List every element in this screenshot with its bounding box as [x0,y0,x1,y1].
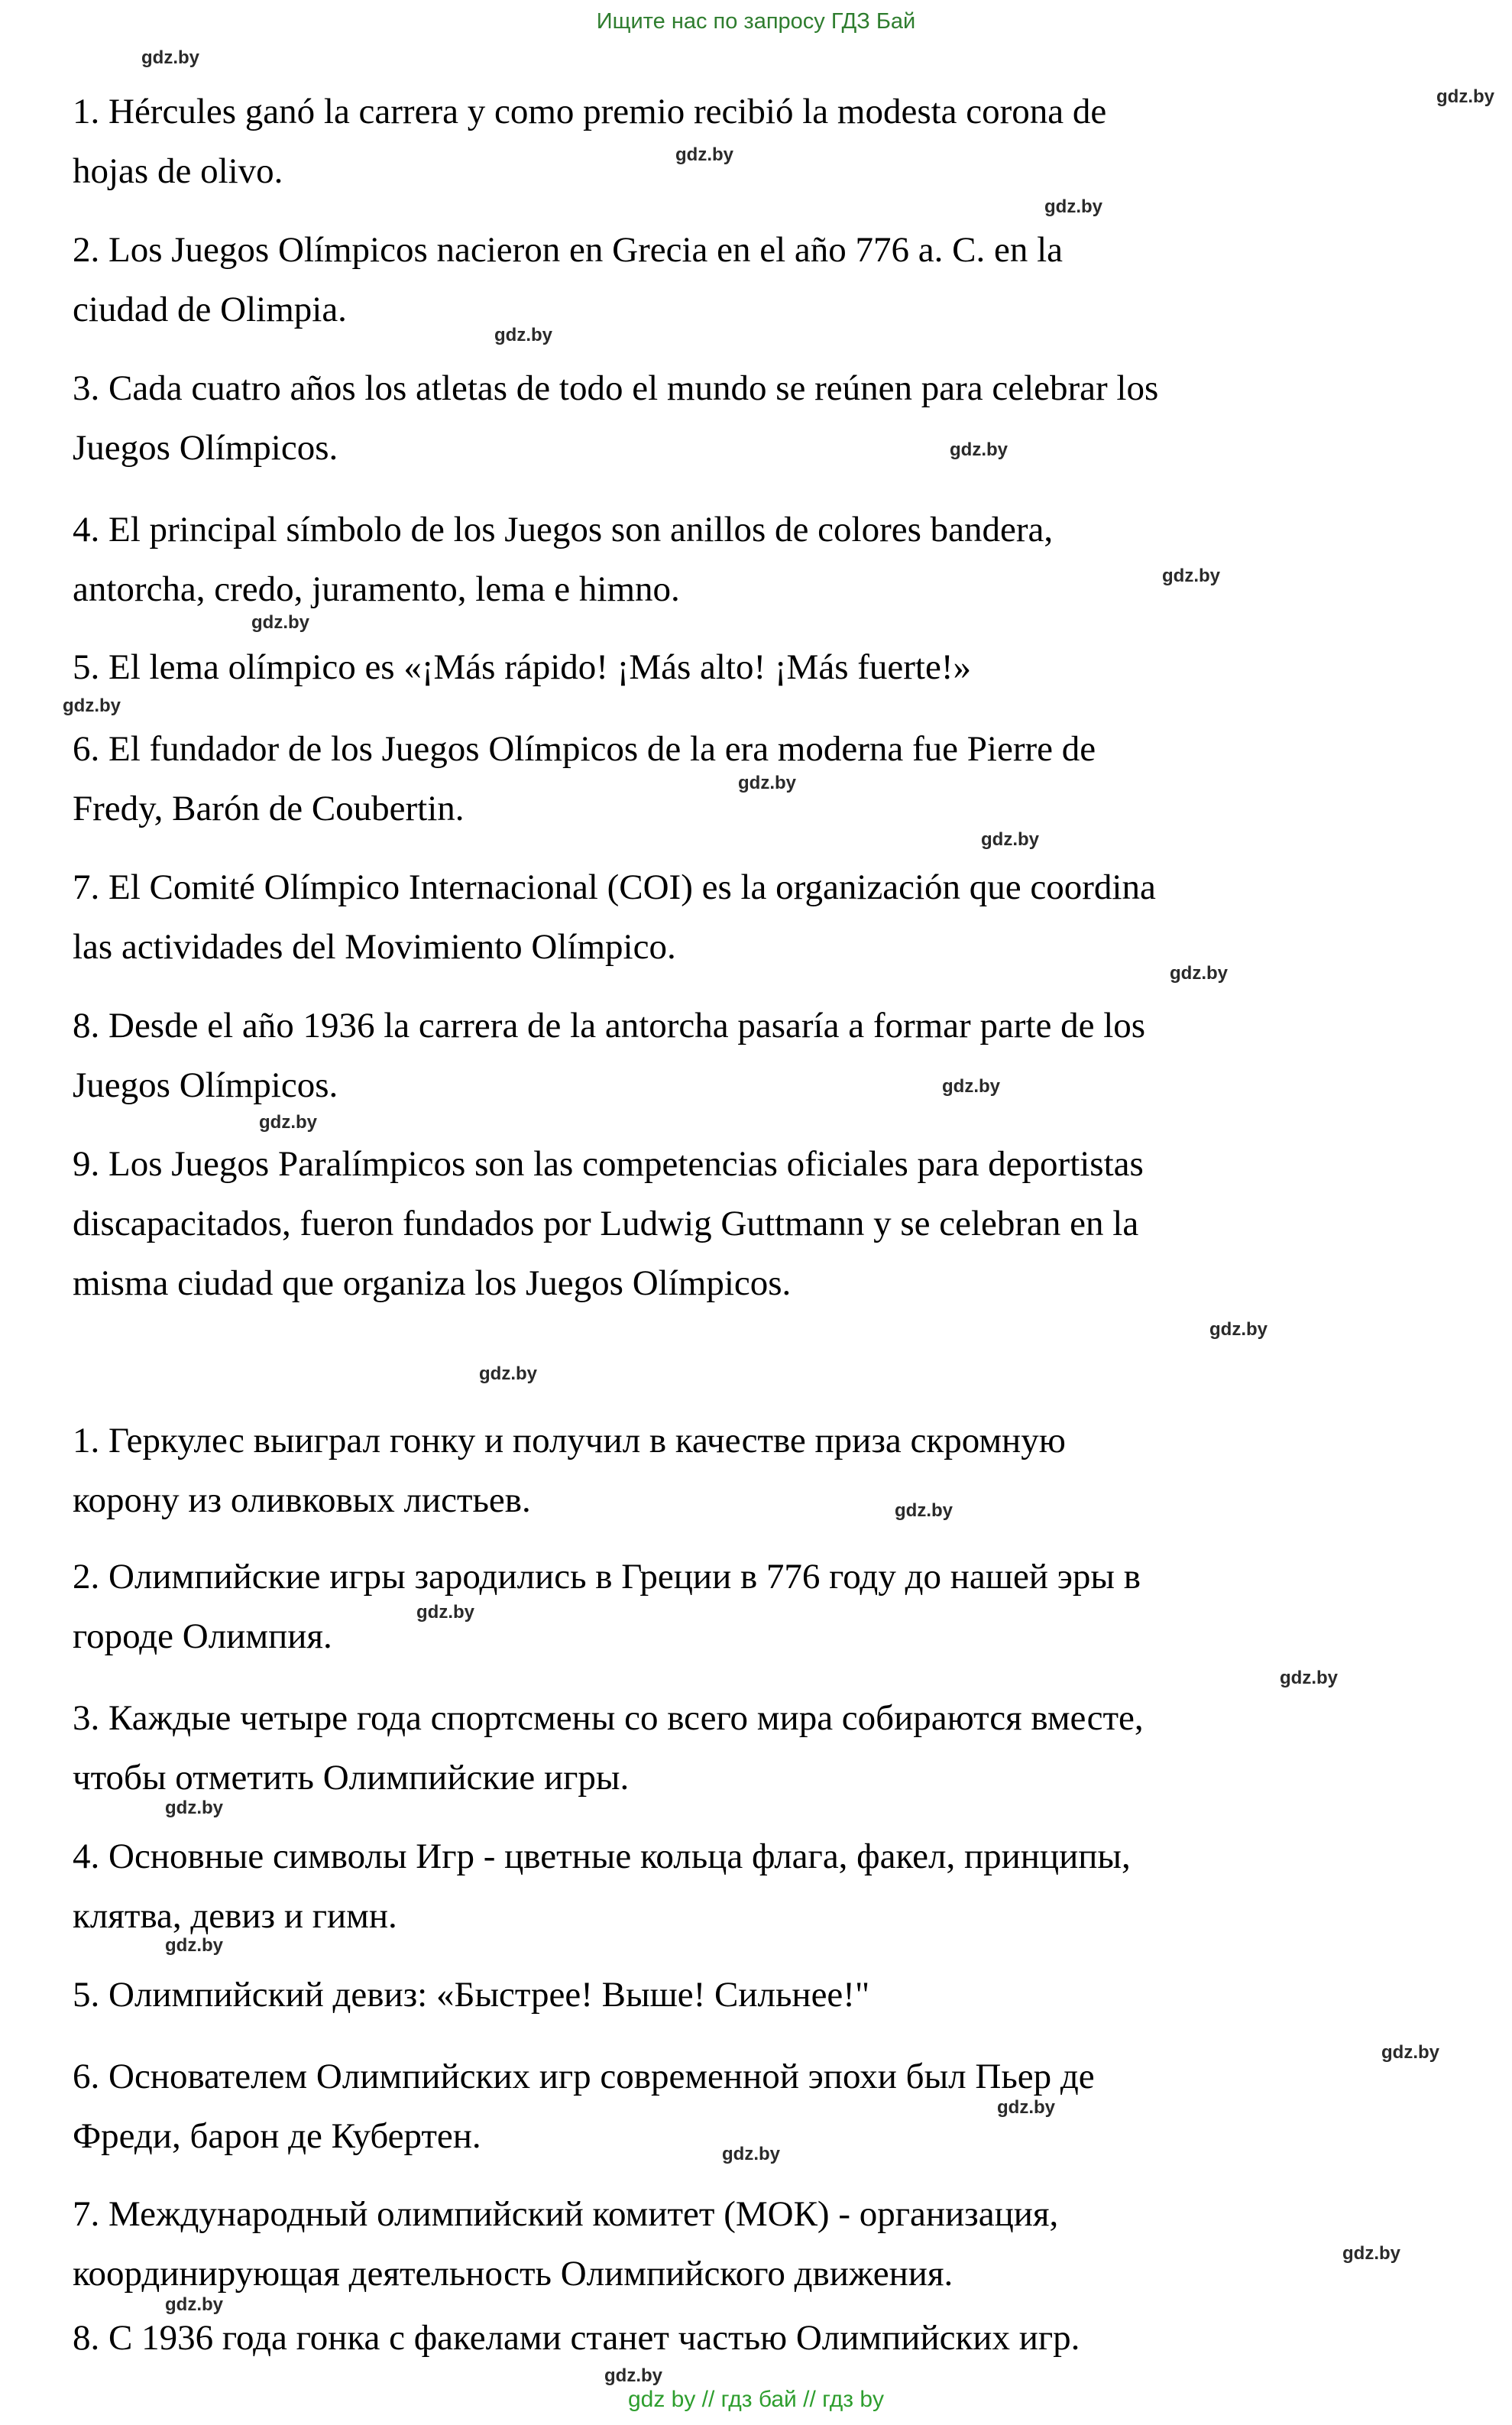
answer-line: hojas de olivo. [73,151,283,191]
answer-line: 6. El fundador de los Juegos Olímpicos de la era moderna fue Pierre de [73,729,1096,769]
answer-line: discapacitados, fueron fundados por Ludwig Guttmann y se celebran en la [73,1204,1139,1243]
gdzby-watermark: gdz.by [738,773,796,793]
russian-answer-2 [73,1547,1471,1666]
spanish-answer-7 [73,858,1471,977]
gdzby-watermark: gdz.by [165,1798,223,1818]
footer-links: gdz by // гдз бай // гдз by [627,2387,885,2412]
answer-line: координирующая деятельность Олимпийского движения. [73,2254,953,2294]
answer-line: 3. Каждые четыре года спортсмены со всего мира собираются вместе, [73,1698,1144,1738]
answer-line: Juegos Olímpicos. [73,428,338,468]
answer-line: Juegos Olímpicos. [73,1065,338,1105]
answer-line: 2. Олимпийские игры зародились в Греции в 776 году до нашей эры в [73,1557,1141,1597]
answer-line: 5. El lema olímpico es «¡Más rápido! ¡Más alto! ¡Más fuerte!» [73,647,971,687]
gdzby-watermark: gdz.by [604,2365,662,2386]
answer-line: ciudad de Olimpia. [73,290,347,329]
answer-line: 9. Los Juegos Paralímpicos son las competencias oficiales para deportistas [73,1144,1144,1184]
answer-line: 3. Cada cuatro años los atletas de todo el mundo se reúnen para celebrar los [73,368,1159,408]
spanish-answer-4 [73,500,1471,619]
russian-answer-8 [73,2308,1471,2368]
gdzby-watermark: gdz.by [1044,196,1102,217]
gdzby-watermark: gdz.by [251,612,309,633]
russian-answer-4 [73,1827,1471,1946]
russian-answer-3 [73,1688,1471,1807]
answer-line: 1. Hércules ganó la carrera y como premio recibió la modesta corona de [73,92,1107,131]
gdzby-watermark: gdz.by [494,325,552,345]
gdzby-watermark: gdz.by [1162,566,1220,586]
answer-line: 7. El Comité Olímpico Internacional (COI) es la organización que coordina [73,867,1156,907]
gdzby-watermark: gdz.by [997,2097,1055,2118]
gdzby-watermark: gdz.by [1436,86,1494,107]
answer-line: клятва, девиз и гимн. [73,1896,397,1936]
gdzby-watermark: gdz.by [981,829,1039,850]
gdzby-watermark: gdz.by [1209,1319,1268,1340]
gdzby-watermark: gdz.by [1342,2243,1400,2264]
gdzby-watermark: gdz.by [165,2294,223,2315]
spanish-answer-9 [73,1134,1471,1313]
spanish-answer-3 [73,358,1471,478]
answer-line: чтобы отметить Олимпийские игры. [73,1758,630,1798]
russian-answer-1 [73,1411,1471,1530]
gdzby-watermark: gdz.by [416,1602,474,1623]
gdzby-watermark: gdz.by [722,2144,780,2164]
answer-line: Фреди, барон де Кубертен. [73,2116,481,2156]
gdzby-watermark: gdz.by [259,1112,317,1133]
answer-line: 7. Международный олимпийский комитет (МОК) - организация, [73,2194,1059,2234]
answer-line: antorcha, credo, juramento, lema e himno. [73,569,680,609]
answer-line: misma ciudad que organiza los Juegos Olímpicos. [73,1263,792,1303]
answer-line: корону из оливковых листьев. [73,1480,531,1520]
answer-line: 8. С 1936 года гонка с факелами станет частью Олимпийских игр. [73,2318,1080,2358]
promo-banner: Ищите нас по запросу ГДЗ Бай [596,9,916,34]
gdzby-watermark: gdz.by [1381,2042,1439,2063]
gdzby-watermark: gdz.by [895,1500,953,1521]
answer-line: Fredy, Barón de Coubertin. [73,789,465,828]
answer-line: 4. El principal símbolo de los Juegos son anillos de colores bandera, [73,510,1054,550]
answer-line: 6. Основателем Олимпийских игр современной эпохи был Пьер де [73,2057,1095,2096]
gdzby-watermark: gdz.by [63,695,121,716]
gdzby-watermark: gdz.by [675,144,733,165]
gdzby-watermark: gdz.by [479,1363,537,1384]
spanish-answer-5 [73,637,1471,697]
spanish-answer-1 [73,82,1471,201]
spanish-answer-8 [73,996,1471,1115]
gdzby-watermark: gdz.by [141,47,199,68]
russian-answer-5 [73,1965,1471,2025]
answer-line: 2. Los Juegos Olímpicos nacieron en Grecia en el año 776 a. C. en la [73,230,1064,270]
answer-line: las actividades del Movimiento Olímpico. [73,927,676,967]
gdzby-watermark: gdz.by [165,1935,223,1956]
answer-line: 8. Desde el año 1936 la carrera de la antorcha pasaría a formar parte de los [73,1006,1146,1046]
gdzby-watermark: gdz.by [1280,1668,1338,1688]
russian-answer-7 [73,2184,1471,2303]
spanish-answer-2 [73,220,1471,339]
answer-line: 1. Геркулес выиграл гонку и получил в качестве приза скромную [73,1421,1066,1461]
gdzby-watermark: gdz.by [950,439,1008,460]
answer-line: городе Олимпия. [73,1616,332,1656]
gdzby-watermark: gdz.by [1170,963,1228,984]
answer-line: 4. Основные символы Игр - цветные кольца флага, факел, принципы, [73,1837,1131,1876]
answer-line: 5. Олимпийский девиз: «Быстрее! Выше! Сильнее!" [73,1975,870,2015]
gdzby-watermark: gdz.by [942,1076,1000,1097]
